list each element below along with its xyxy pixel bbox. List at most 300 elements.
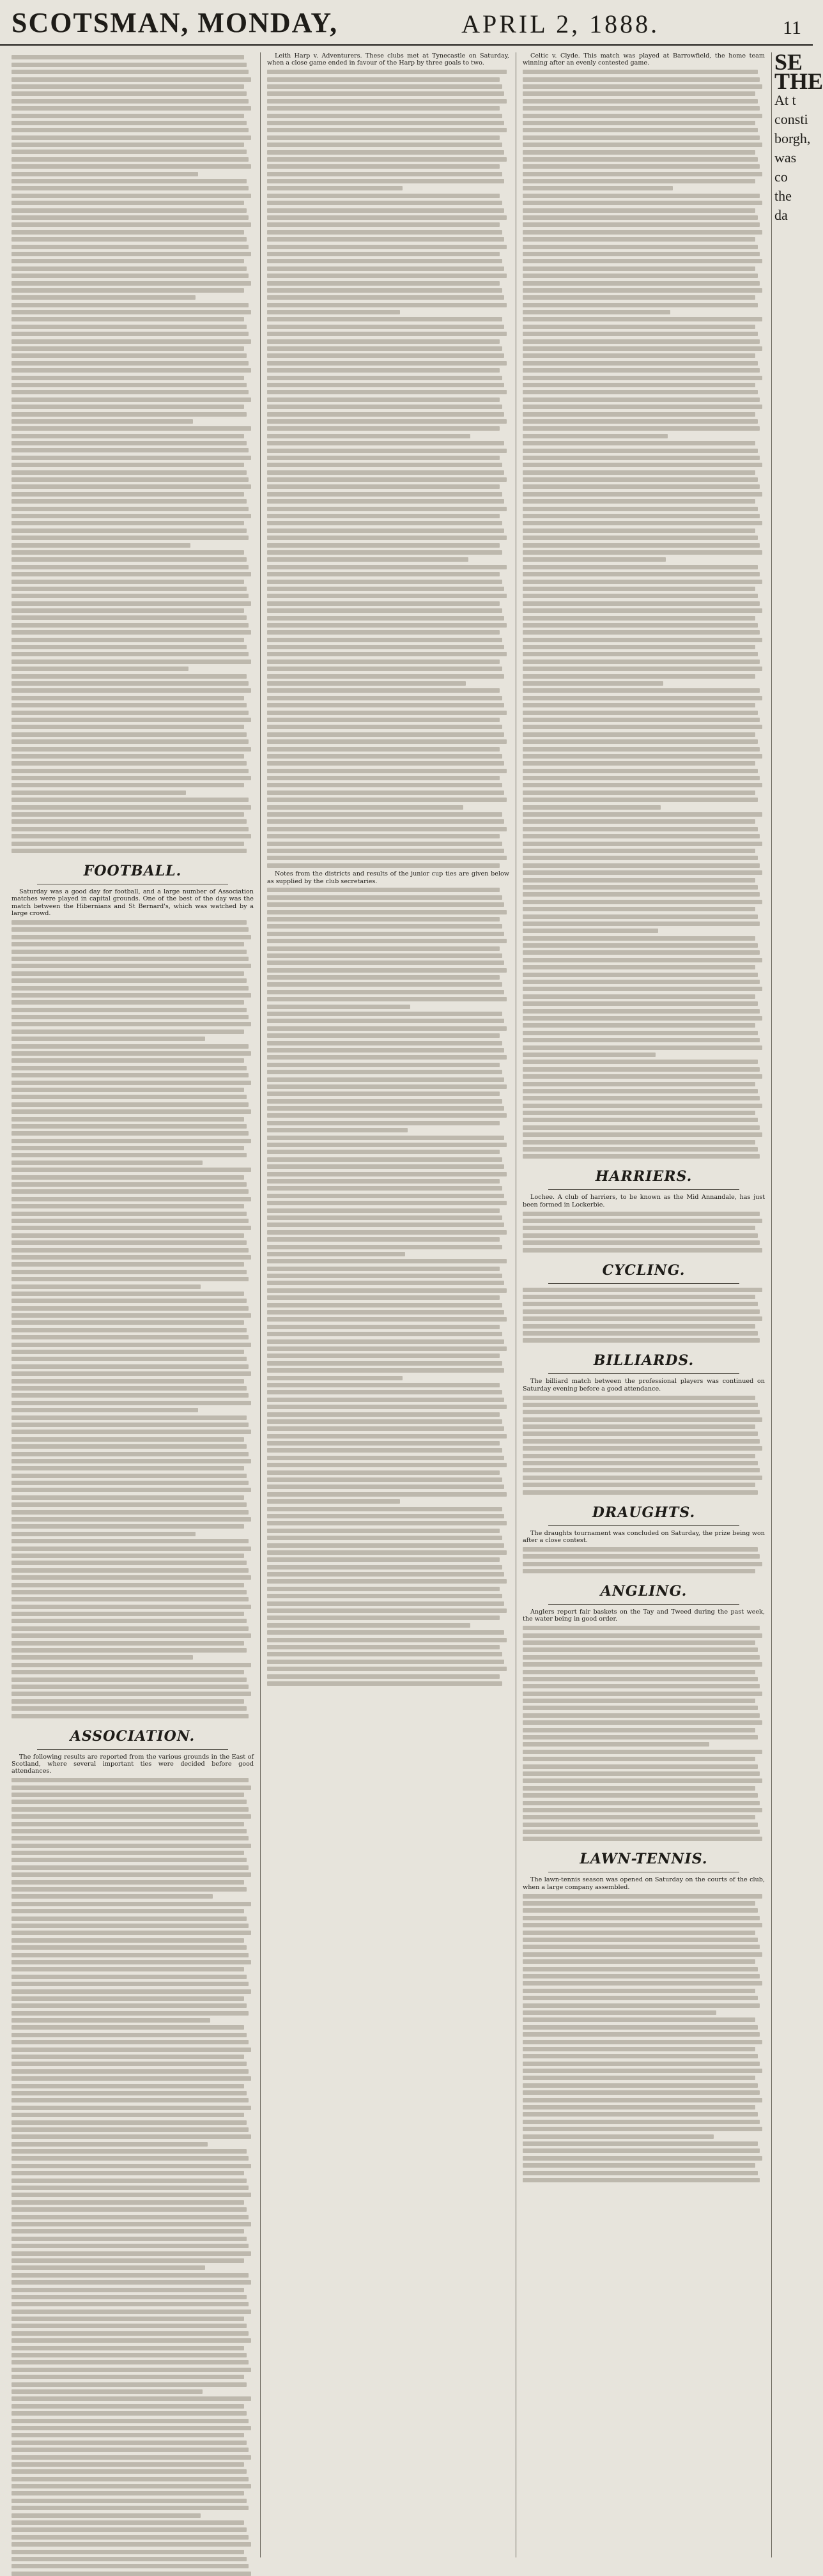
- text-line: [12, 2382, 247, 2387]
- text-line: [267, 1514, 504, 1518]
- text-line: [267, 1339, 504, 1344]
- text-line: [267, 179, 504, 183]
- text-line: [12, 1073, 249, 1077]
- text-line: [12, 172, 198, 176]
- text-line: [12, 397, 251, 402]
- text-line: [12, 580, 244, 584]
- text-line: [267, 1601, 504, 1606]
- text-line: [523, 1316, 762, 1321]
- text-line: [12, 2469, 247, 2474]
- article-text: [12, 920, 254, 1718]
- text-line: [523, 1439, 760, 1444]
- divider: [548, 1373, 739, 1374]
- text-line: [12, 957, 249, 961]
- text-line: [12, 1277, 249, 1281]
- text-line: [267, 484, 500, 489]
- text-line: [12, 971, 244, 976]
- text-line: [12, 405, 244, 409]
- text-line: [267, 827, 507, 831]
- text-line: [12, 2448, 249, 2452]
- text-line: [267, 902, 504, 907]
- divider: [548, 1283, 739, 1284]
- text-line: [523, 434, 668, 438]
- text-line: [523, 929, 658, 933]
- text-line: [267, 1091, 500, 1096]
- text-line: [12, 201, 244, 205]
- text-line: [267, 143, 502, 147]
- text-line: [267, 164, 500, 169]
- text-line: [523, 608, 762, 613]
- text-line: [12, 288, 244, 293]
- text-line: [12, 1670, 244, 1674]
- text-line: [12, 507, 249, 511]
- text-line: [267, 1303, 502, 1307]
- text-line: [267, 645, 504, 649]
- text-line: [12, 1953, 249, 1957]
- section-heading-football: FOOTBALL.: [83, 862, 182, 879]
- text-line: [523, 587, 755, 591]
- text-line: [267, 1026, 507, 1031]
- text-line: [12, 2455, 251, 2460]
- text-line: [523, 1974, 760, 1978]
- text-line: [267, 405, 502, 409]
- section-heading-cycling: CYCLING.: [602, 1261, 686, 1279]
- text-line: [523, 317, 762, 321]
- text-line: [12, 667, 188, 671]
- text-line: [12, 2462, 244, 2467]
- text-line: [267, 1354, 500, 1358]
- text-line: [523, 980, 760, 984]
- text-line: [12, 791, 186, 795]
- text-line: [267, 1667, 507, 1671]
- text-line: [523, 1038, 760, 1042]
- text-line: [12, 703, 247, 707]
- text-line: [12, 557, 247, 562]
- text-line: [523, 2054, 758, 2058]
- text-line: [523, 2156, 762, 2161]
- text-line: [12, 1612, 244, 1616]
- text-line: [523, 1699, 755, 1703]
- text-line: [12, 106, 251, 111]
- fragment-text: THE: [774, 68, 823, 94]
- text-line: [12, 63, 247, 67]
- text-line: [523, 1742, 709, 1747]
- text-line: [12, 1539, 249, 1543]
- text-line: [523, 2171, 758, 2175]
- text-line: [12, 215, 249, 220]
- text-line: [267, 1222, 504, 1227]
- text-line: [12, 1633, 251, 1638]
- text-line: [267, 667, 502, 671]
- text-line: [12, 681, 249, 686]
- text-line: [523, 1837, 762, 1841]
- text-line: [12, 2193, 251, 2197]
- sports-results-text: [12, 55, 254, 853]
- text-line: [523, 477, 758, 482]
- text-line: [267, 434, 470, 438]
- text-line: [523, 1104, 762, 1108]
- text-line: [523, 514, 760, 518]
- text-line: [523, 1132, 762, 1137]
- text-line: [12, 739, 249, 744]
- text-line: [12, 1109, 251, 1114]
- text-line: [12, 1343, 251, 1347]
- text-line: [12, 608, 244, 613]
- fragment-text: At t: [774, 92, 796, 108]
- text-line: [267, 711, 507, 715]
- text-line: [267, 1594, 502, 1598]
- text-line: [12, 1597, 249, 1601]
- text-line: [12, 339, 251, 344]
- text-line: [267, 1055, 507, 1060]
- text-line: [267, 1499, 400, 1504]
- text-line: [267, 856, 507, 860]
- text-line: [523, 353, 755, 358]
- text-line: [267, 1674, 500, 1679]
- text-line: [12, 2120, 247, 2125]
- text-line: [267, 1267, 500, 1271]
- text-line: [12, 245, 249, 249]
- text-line: [12, 1510, 249, 1515]
- text-line: [523, 805, 661, 810]
- text-line: [523, 594, 758, 598]
- text-line: [523, 441, 755, 445]
- section-heading-association: ASSOCIATION.: [70, 1727, 196, 1745]
- text-line: [523, 987, 762, 991]
- text-line: [12, 1554, 244, 1558]
- text-line: [12, 1778, 249, 1782]
- text-line: [523, 1096, 760, 1100]
- text-line: [267, 1630, 504, 1635]
- text-line: [12, 638, 244, 642]
- text-line: [523, 1554, 760, 1559]
- text-line: [523, 70, 758, 74]
- article-paragraph: Saturday was a good day for football, and a large number of Association matches were played in capital grounds. One of the best of the day was the match between the Hibernians and St Bernard's, which was watched by a large crowd.: [12, 888, 254, 918]
- text-line: [267, 1230, 507, 1235]
- text-line: [267, 397, 500, 402]
- article-paragraph: Lochee. A club of harriers, to be known as the Mid Annandale, has just been formed in Lockerbie.: [523, 1194, 765, 1208]
- text-line: [12, 114, 244, 118]
- text-line: [523, 2032, 760, 2037]
- text-line: [523, 419, 758, 424]
- text-line: [267, 1376, 403, 1380]
- text-line: [523, 157, 758, 162]
- text-line: [12, 2076, 251, 2081]
- text-line: [267, 383, 504, 387]
- text-line: [12, 353, 247, 358]
- text-line: [12, 2389, 203, 2394]
- text-line: [12, 2200, 244, 2205]
- text-line: [12, 1481, 249, 1485]
- text-line: [12, 935, 251, 939]
- text-line: [12, 1532, 196, 1536]
- fragment-text: the da: [774, 188, 792, 223]
- text-line: [12, 1350, 244, 1354]
- text-line: [523, 1967, 758, 1971]
- text-line: [523, 688, 760, 693]
- text-line: [523, 1417, 762, 1422]
- text-line: [12, 1219, 249, 1223]
- text-line: [267, 968, 507, 973]
- text-line: [267, 274, 507, 278]
- text-line: [523, 754, 762, 759]
- text-line: [12, 1161, 203, 1165]
- article-text: [523, 1626, 765, 1841]
- fragment-text: borgh,: [774, 130, 811, 146]
- text-line: [12, 448, 249, 452]
- text-line: [523, 1125, 760, 1130]
- text-line: [12, 565, 249, 569]
- text-line: [267, 805, 463, 810]
- text-line: [523, 2120, 760, 2124]
- text-line: [267, 1390, 502, 1394]
- text-line: [267, 688, 500, 693]
- text-line: [12, 1058, 244, 1063]
- text-line: [12, 594, 249, 598]
- text-line: [523, 288, 762, 293]
- text-line: [523, 812, 762, 817]
- text-line: [12, 281, 251, 286]
- text-line: [267, 1565, 502, 1570]
- text-line: [523, 164, 760, 169]
- text-line: [523, 2017, 755, 2022]
- text-line: [12, 1262, 244, 1267]
- text-line: [523, 674, 755, 679]
- text-line: [267, 754, 502, 759]
- text-line: [523, 1302, 758, 1306]
- text-line: [523, 1670, 755, 1674]
- text-line: [523, 2040, 762, 2044]
- text-line: [12, 2360, 249, 2364]
- text-line: [523, 259, 762, 263]
- text-line: [523, 1569, 755, 1573]
- text-line: [12, 978, 247, 983]
- text-line: [267, 507, 507, 511]
- text-line: [12, 2156, 249, 2161]
- text-line: [523, 1067, 760, 1072]
- text-line: [523, 1923, 762, 1927]
- text-line: [267, 456, 500, 460]
- text-line: [267, 70, 507, 74]
- fragment-text: was co: [774, 150, 797, 185]
- text-line: [12, 1095, 247, 1099]
- text-line: [12, 1044, 249, 1049]
- text-line: [523, 1154, 760, 1159]
- text-line: [523, 1684, 760, 1688]
- article-text: [267, 888, 509, 1686]
- text-line: [523, 194, 760, 198]
- text-line: [267, 888, 500, 892]
- text-line: [267, 946, 500, 951]
- text-line: [523, 914, 758, 919]
- text-line: [523, 703, 755, 707]
- text-line: [12, 2011, 249, 2016]
- text-line: [267, 819, 504, 824]
- text-line: [12, 2244, 249, 2248]
- text-line: [12, 470, 247, 475]
- text-line: [267, 99, 507, 104]
- text-line: [12, 2280, 251, 2285]
- text-line: [523, 783, 762, 787]
- text-line: [523, 368, 760, 373]
- text-line: [12, 1917, 247, 1921]
- text-line: [523, 791, 755, 795]
- text-line: [523, 1952, 762, 1957]
- text-line: [12, 623, 249, 628]
- text-line: [12, 1386, 247, 1391]
- text-line: [523, 1074, 762, 1079]
- text-line: [267, 1295, 500, 1300]
- text-line: [523, 1633, 762, 1638]
- article-paragraph: Leith Harp v. Adventurers. These clubs met at Tynecastle on Saturday, when a close game ended in favour of the Harp by three goals to two.: [267, 52, 509, 67]
- text-line: [523, 310, 670, 314]
- text-line: [12, 1800, 247, 1804]
- text-line: [523, 121, 755, 125]
- text-line: [523, 1720, 762, 1725]
- text-line: [12, 1240, 247, 1245]
- text-line: [12, 1022, 251, 1026]
- text-line: [12, 1000, 244, 1005]
- text-line: [523, 659, 760, 664]
- text-line: [12, 1807, 249, 1812]
- text-line: [267, 1572, 504, 1577]
- text-line: [12, 2098, 249, 2102]
- text-line: [267, 1543, 504, 1548]
- text-line: [523, 1240, 760, 1245]
- text-line: [523, 1338, 760, 1343]
- text-line: [267, 982, 502, 987]
- text-line: [523, 150, 755, 155]
- text-line: [12, 434, 244, 438]
- text-line: [12, 1189, 249, 1194]
- text-line: [523, 936, 755, 941]
- text-line: [12, 2207, 247, 2212]
- text-line: [523, 1023, 755, 1028]
- text-line: [523, 616, 755, 621]
- text-line: [267, 1041, 502, 1045]
- text-line: [12, 942, 244, 946]
- text-line: [267, 1274, 502, 1278]
- text-line: [12, 615, 247, 620]
- text-line: [12, 2215, 249, 2219]
- text-line: [12, 2062, 247, 2066]
- text-line: [12, 1836, 249, 1840]
- text-line: [523, 638, 762, 642]
- text-line: [12, 1393, 249, 1398]
- text-line: [267, 470, 504, 475]
- text-line: [12, 1706, 247, 1711]
- text-line: [267, 215, 507, 220]
- text-line: [523, 528, 755, 533]
- text-line: [523, 484, 760, 489]
- divider: [548, 1189, 739, 1190]
- text-line: [267, 659, 500, 664]
- text-line: [12, 1081, 251, 1085]
- text-line: [12, 1051, 251, 1056]
- column-1: [5, 52, 261, 2557]
- text-line: [267, 1157, 502, 1162]
- text-line: [523, 739, 758, 744]
- text-line: [12, 2491, 244, 2495]
- text-line: [12, 2353, 247, 2357]
- text-line: [12, 1822, 244, 1826]
- text-line: [523, 761, 755, 766]
- text-line: [12, 1008, 247, 1012]
- text-line: [267, 1638, 507, 1642]
- text-line: [267, 1194, 504, 1198]
- text-line: [12, 2025, 244, 2030]
- text-line: [523, 1778, 762, 1783]
- text-line: [12, 652, 249, 656]
- text-line: [267, 761, 504, 766]
- text-line: [523, 1764, 758, 1769]
- text-line: [267, 1346, 507, 1351]
- text-line: [12, 1379, 244, 1384]
- text-line: [267, 1681, 502, 1686]
- text-line: [523, 172, 762, 176]
- text-line: [523, 1476, 762, 1480]
- text-line: [267, 1557, 500, 1562]
- text-line: [267, 1012, 502, 1016]
- text-line: [523, 237, 755, 242]
- text-line: [523, 1801, 760, 1805]
- article-paragraph: Celtic v. Clyde. This match was played at Barrowfield, the home team winning after an evenly contested game.: [523, 52, 765, 67]
- text-line: [523, 1089, 758, 1093]
- text-line: [12, 1575, 251, 1580]
- text-line: [267, 1507, 502, 1511]
- text-line: [12, 2302, 249, 2306]
- text-line: [12, 222, 251, 227]
- text-line: [267, 616, 504, 621]
- text-line: [12, 1793, 244, 1797]
- text-line: [12, 194, 251, 198]
- text-line: [12, 2179, 247, 2183]
- text-line: [523, 361, 758, 366]
- text-line: [12, 1320, 244, 1325]
- text-line: [523, 1996, 758, 2000]
- text-line: [12, 179, 247, 183]
- text-line: [267, 1361, 502, 1366]
- text-line: [12, 70, 249, 74]
- text-line: [267, 608, 502, 613]
- text-line: [267, 121, 504, 125]
- text-line: [12, 456, 251, 460]
- text-line: [12, 1894, 213, 1899]
- text-line: [12, 2237, 247, 2241]
- text-line: [267, 194, 500, 198]
- text-line: [12, 2222, 251, 2226]
- text-line: [523, 725, 762, 729]
- text-line: [267, 1106, 504, 1111]
- text-line: [12, 2527, 247, 2532]
- text-line: [267, 1477, 502, 1482]
- article-text: [267, 70, 509, 868]
- text-line: [12, 1401, 251, 1405]
- text-line: [523, 1692, 762, 1696]
- text-line: [267, 1434, 507, 1438]
- text-line: [12, 383, 247, 387]
- text-line: [12, 1655, 193, 1660]
- text-line: [267, 990, 504, 994]
- text-line: [12, 754, 244, 759]
- text-line: [523, 1226, 755, 1230]
- text-line: [523, 2163, 755, 2168]
- text-line: [523, 179, 755, 183]
- text-line: [267, 910, 507, 914]
- text-line: [523, 470, 755, 475]
- text-line: [523, 128, 758, 132]
- text-line: [523, 630, 760, 635]
